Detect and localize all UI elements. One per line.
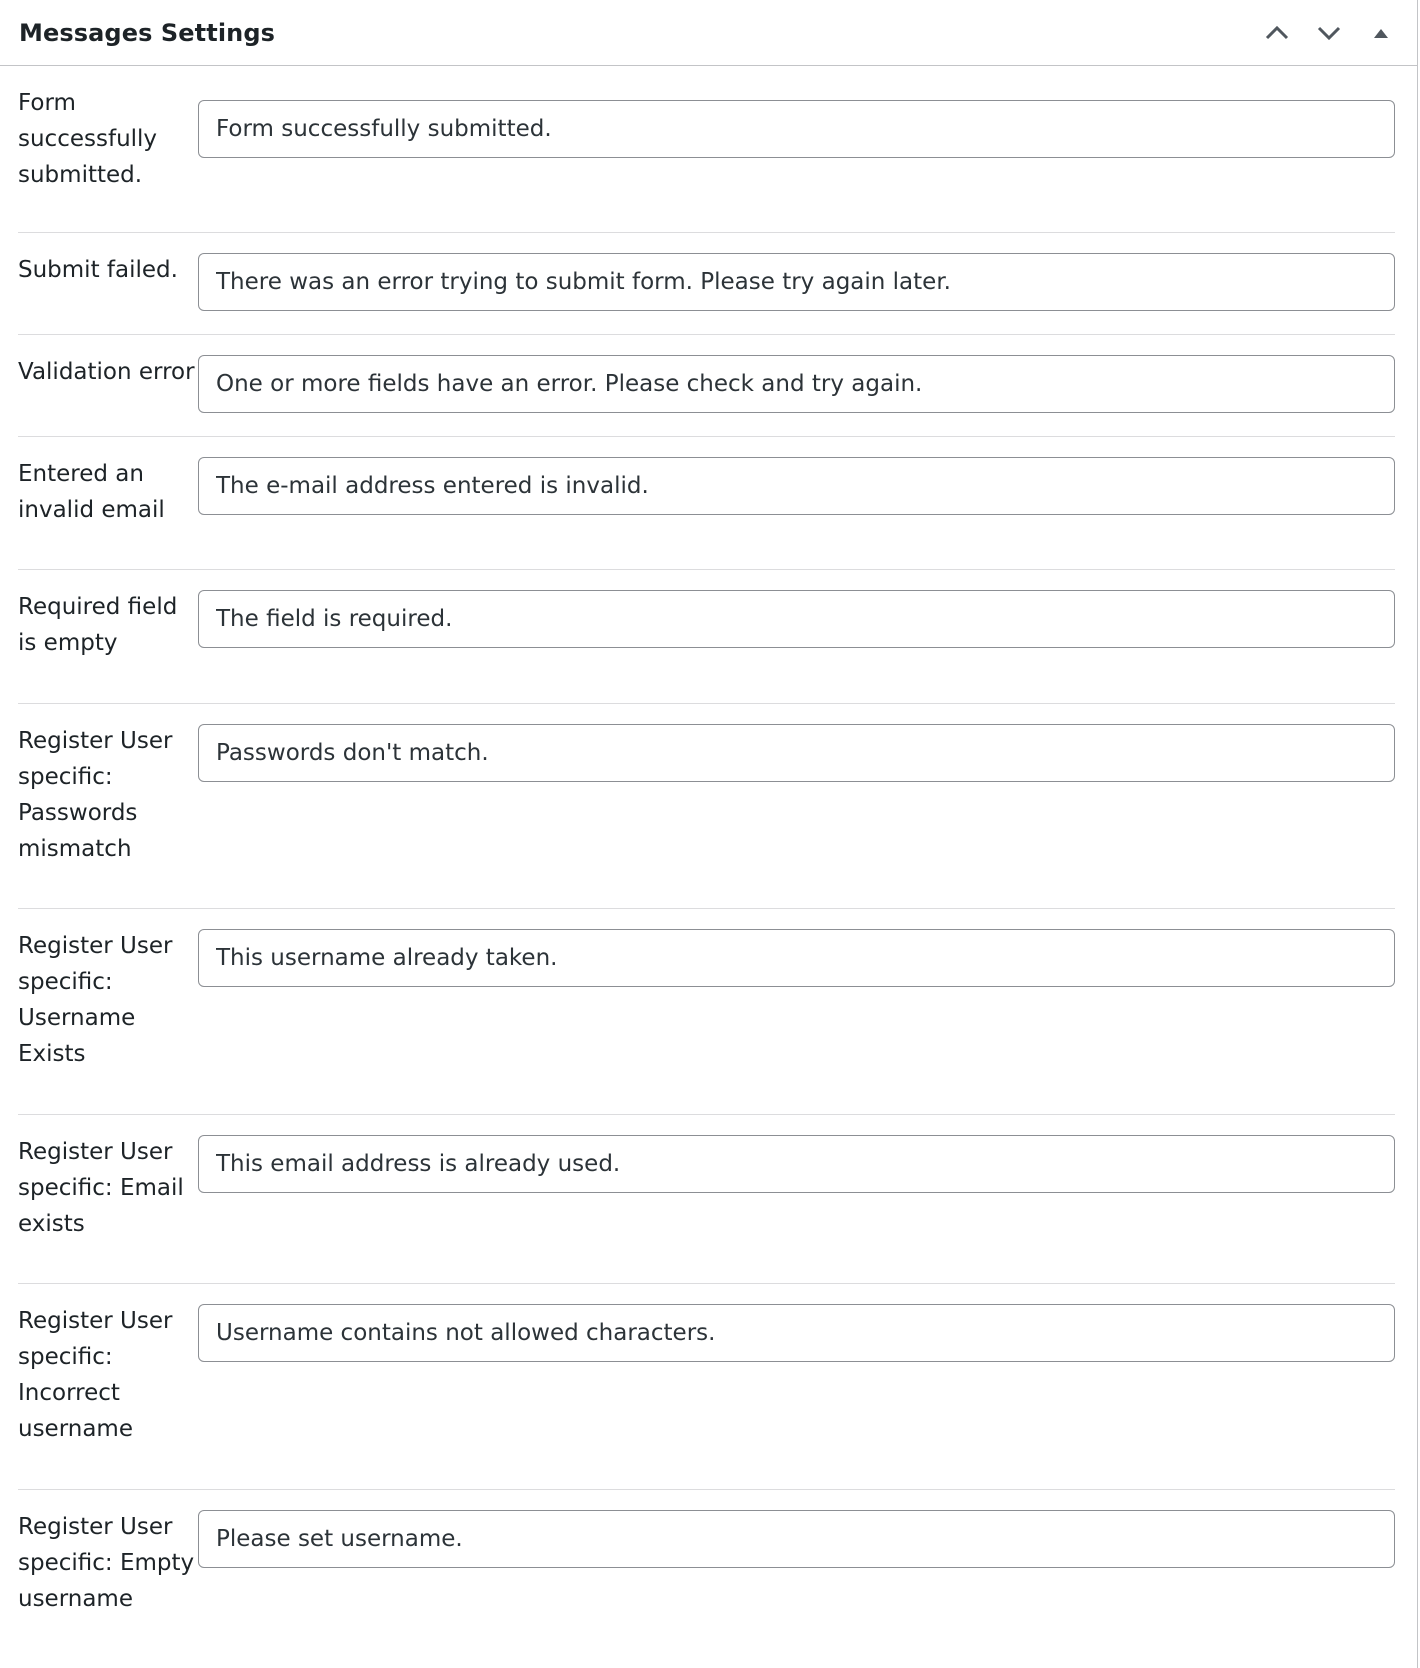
message-label: Submit failed. bbox=[18, 257, 178, 283]
message-row bbox=[18, 1115, 1395, 1284]
message-label: Register User specific: Username Exists bbox=[18, 933, 173, 1067]
message-label: Register User specific: Passwords mismatch bbox=[18, 728, 173, 862]
panel-body bbox=[0, 66, 1417, 1630]
panel-header-actions bbox=[1255, 11, 1403, 55]
message-label: Register User specific: Incorrect username bbox=[18, 1308, 173, 1442]
message-input[interactable] bbox=[198, 355, 1395, 413]
message-row bbox=[18, 909, 1395, 1115]
message-label: Entered an invalid email bbox=[18, 461, 165, 523]
message-row bbox=[18, 1284, 1395, 1490]
message-input[interactable] bbox=[198, 1510, 1395, 1568]
message-input[interactable] bbox=[198, 457, 1395, 515]
panel-header bbox=[0, 0, 1417, 66]
message-row bbox=[18, 1490, 1395, 1630]
message-row bbox=[18, 233, 1395, 335]
move-down-button[interactable] bbox=[1307, 11, 1351, 55]
triangle-up-icon bbox=[1371, 23, 1391, 43]
panel-title: Messages Settings bbox=[19, 18, 276, 47]
message-input[interactable] bbox=[198, 100, 1395, 158]
chevron-up-icon bbox=[1263, 19, 1291, 47]
message-label: Validation error bbox=[18, 359, 195, 385]
message-row bbox=[18, 437, 1395, 570]
message-input[interactable] bbox=[198, 253, 1395, 311]
chevron-down-icon bbox=[1315, 19, 1343, 47]
toggle-panel-button[interactable] bbox=[1359, 11, 1403, 55]
message-input[interactable] bbox=[198, 724, 1395, 782]
message-row bbox=[18, 570, 1395, 704]
message-label: Register User specific: Empty username bbox=[18, 1514, 195, 1612]
message-input[interactable] bbox=[198, 929, 1395, 987]
message-input[interactable] bbox=[198, 1304, 1395, 1362]
message-label: Register User specific: Email exists bbox=[18, 1139, 184, 1237]
message-label: Form successfully submitted. bbox=[18, 90, 158, 188]
message-input[interactable] bbox=[198, 590, 1395, 648]
message-input[interactable] bbox=[198, 1135, 1395, 1193]
message-label: Required field is empty bbox=[18, 594, 178, 656]
message-row bbox=[18, 66, 1395, 233]
message-row bbox=[18, 335, 1395, 437]
move-up-button[interactable] bbox=[1255, 11, 1299, 55]
message-row bbox=[18, 704, 1395, 909]
